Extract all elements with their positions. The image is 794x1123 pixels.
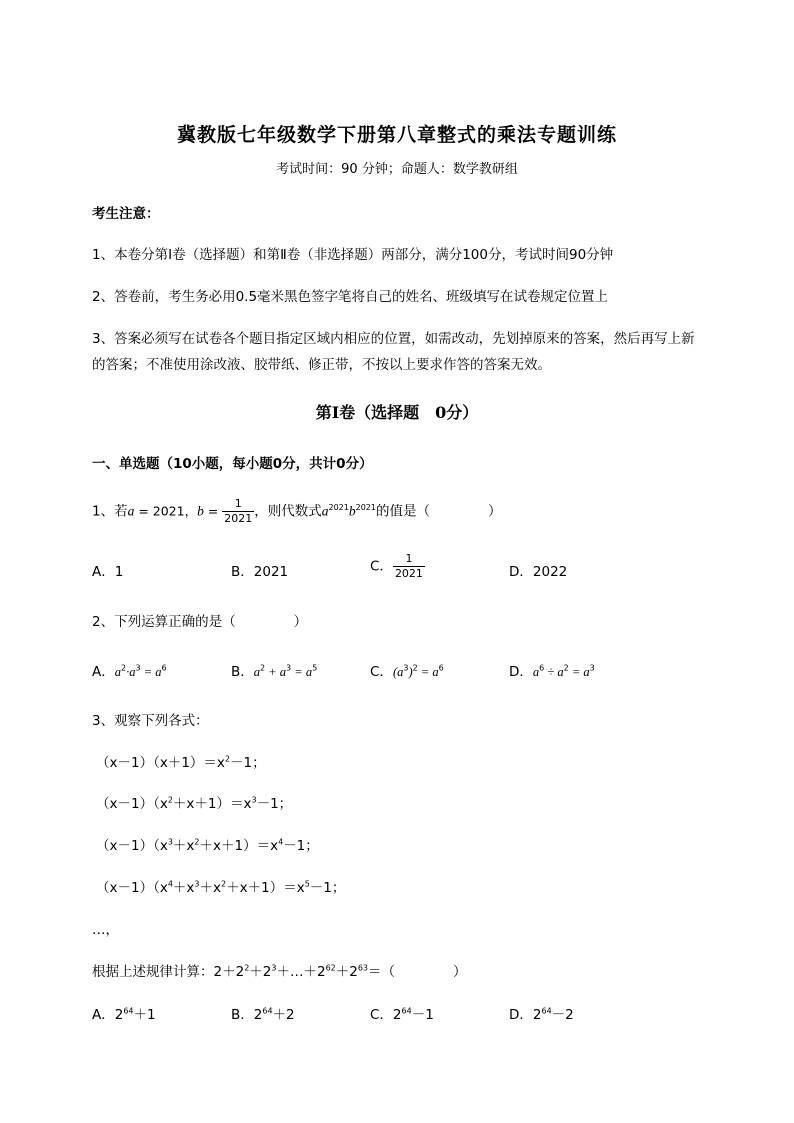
q3-formula-2: $(x-1)(x^2+x+1)=x^3-1$； bbox=[96, 795, 293, 812]
q1-option-c[interactable]: C． $\frac{1}{2021}$ bbox=[370, 552, 423, 580]
fraction: $\frac{1}{2021}$ bbox=[394, 552, 423, 580]
q3-option-d[interactable]: D．$2^{64}-2$ bbox=[509, 1006, 574, 1023]
notice-item-3: 3、答案必须写在试卷各个题目指定区域内相应的位置，如需改动，先划掉原来的答案，然后再写上新 bbox=[92, 331, 695, 347]
q3-option-b[interactable]: B．$2^{64}+2$ bbox=[231, 1006, 295, 1023]
q1-option-a[interactable]: A．1 bbox=[92, 564, 124, 580]
q3-option-c[interactable]: C．$2^{64}-1$ bbox=[370, 1006, 434, 1023]
q3-formula-1: $(x-1)(x+1)=x^2-1$； bbox=[96, 754, 266, 771]
q3-formula-3: $(x-1)(x^3+x^2+x+1)=x^4-1$； bbox=[96, 837, 319, 854]
fraction: $\frac{1}{2021}$ bbox=[224, 497, 253, 525]
notice-item-2: 2、答卷前，考生务必用0.5毫米黑色签字笔将自己的姓名、班级填写在试卷规定位置上 bbox=[92, 289, 609, 305]
question-3: 3、观察下列各式： bbox=[92, 713, 209, 729]
page-title: 冀教版七年级数学下册第八章整式的乘法专题训练 bbox=[176, 124, 617, 146]
q2-option-a[interactable]: A．$a^2\cdot a^3 = a^6$ bbox=[92, 663, 167, 680]
q3-option-a[interactable]: A．$2^{64}+1$ bbox=[92, 1006, 156, 1023]
notice-item-1: 1、本卷分第Ⅰ卷（选择题）和第Ⅱ卷（非选择题）两部分，满分100分，考试时间90分钟 bbox=[92, 247, 614, 263]
section-title: 第Ⅰ卷（选择题 0分） bbox=[315, 403, 479, 422]
q2-option-b[interactable]: B．$a^2 + a^3 = a^5$ bbox=[231, 663, 318, 680]
question-1: 1、若a = 2021，b = $\frac{1}{2021}$ ，则代数式$a^{2021}b^{2021}$的值是（ ） bbox=[92, 497, 502, 525]
q3-formula-4: $(x-1)(x^4+x^3+x^2+x+1)=x^5-1$； bbox=[96, 879, 346, 896]
q2-option-d[interactable]: D．$a^6 \div a^2 = a^3$ bbox=[509, 663, 595, 680]
part-title: 一、单选题（10小题，每小题0分，共计0分） bbox=[92, 456, 373, 472]
q1-option-d[interactable]: D．2022 bbox=[509, 564, 568, 580]
q3-calculation: 根据上述规律计算：$2+2^2+2^3+\dots+2^{62}+2^{63}=$（ ） bbox=[92, 963, 467, 980]
notice-heading: 考生注意： bbox=[92, 206, 160, 222]
page-subtitle: 考试时间：90 分钟；命题人：数学教研组 bbox=[276, 162, 518, 177]
q1-option-b[interactable]: B．2021 bbox=[231, 564, 289, 580]
q3-ellipsis: …， bbox=[92, 922, 119, 938]
question-2: 2、下列运算正确的是（ ） bbox=[92, 614, 308, 630]
notice-item-3-cont: 的答案；不准使用涂改液、胶带纸、修正带，不按以上要求作答的答案无效。 bbox=[92, 357, 551, 373]
q2-option-c[interactable]: C．$(a^3)^2 = a^6$ bbox=[370, 663, 444, 680]
